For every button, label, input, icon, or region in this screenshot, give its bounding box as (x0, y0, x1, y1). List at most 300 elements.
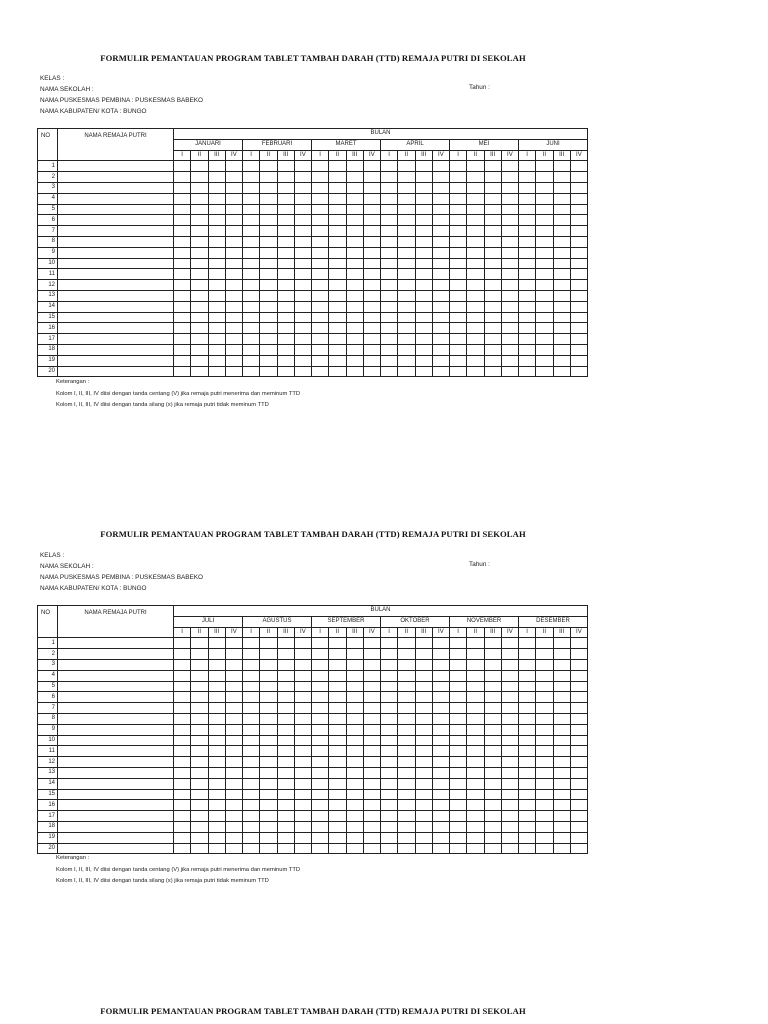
week-check-cell[interactable] (467, 735, 484, 746)
week-check-cell[interactable] (450, 226, 467, 237)
week-check-cell[interactable] (450, 280, 467, 291)
week-check-cell[interactable] (519, 204, 536, 215)
week-check-cell[interactable] (553, 800, 570, 811)
week-check-cell[interactable] (191, 659, 208, 670)
week-check-cell[interactable] (191, 215, 208, 226)
week-check-cell[interactable] (553, 204, 570, 215)
week-check-cell[interactable] (484, 258, 501, 269)
week-check-cell[interactable] (329, 638, 346, 649)
week-check-cell[interactable] (398, 182, 415, 193)
week-check-cell[interactable] (191, 821, 208, 832)
week-check-cell[interactable] (381, 226, 398, 237)
week-check-cell[interactable] (208, 366, 225, 377)
week-check-cell[interactable] (536, 670, 553, 681)
week-check-cell[interactable] (260, 811, 277, 822)
week-check-cell[interactable] (225, 659, 242, 670)
week-check-cell[interactable] (243, 789, 260, 800)
week-check-cell[interactable] (225, 692, 242, 703)
week-check-cell[interactable] (536, 638, 553, 649)
week-check-cell[interactable] (398, 366, 415, 377)
week-check-cell[interactable] (174, 735, 191, 746)
week-check-cell[interactable] (536, 757, 553, 768)
week-check-cell[interactable] (415, 670, 432, 681)
week-check-cell[interactable] (294, 258, 311, 269)
week-check-cell[interactable] (450, 193, 467, 204)
week-check-cell[interactable] (329, 670, 346, 681)
week-check-cell[interactable] (432, 703, 449, 714)
week-check-cell[interactable] (432, 659, 449, 670)
week-check-cell[interactable] (519, 778, 536, 789)
week-check-cell[interactable] (415, 746, 432, 757)
week-check-cell[interactable] (398, 692, 415, 703)
week-check-cell[interactable] (450, 269, 467, 280)
week-check-cell[interactable] (450, 843, 467, 854)
week-check-cell[interactable] (553, 746, 570, 757)
week-check-cell[interactable] (208, 236, 225, 247)
week-check-cell[interactable] (346, 247, 363, 258)
week-check-cell[interactable] (243, 670, 260, 681)
week-check-cell[interactable] (432, 735, 449, 746)
week-check-cell[interactable] (570, 832, 587, 843)
week-check-cell[interactable] (363, 681, 380, 692)
week-check-cell[interactable] (501, 247, 518, 258)
week-check-cell[interactable] (191, 247, 208, 258)
week-check-cell[interactable] (484, 735, 501, 746)
name-cell[interactable] (58, 269, 174, 280)
week-check-cell[interactable] (484, 670, 501, 681)
week-check-cell[interactable] (398, 161, 415, 172)
week-check-cell[interactable] (553, 681, 570, 692)
week-check-cell[interactable] (501, 323, 518, 334)
week-check-cell[interactable] (415, 767, 432, 778)
week-check-cell[interactable] (208, 247, 225, 258)
week-check-cell[interactable] (174, 161, 191, 172)
week-check-cell[interactable] (329, 832, 346, 843)
week-check-cell[interactable] (553, 161, 570, 172)
week-check-cell[interactable] (174, 638, 191, 649)
week-check-cell[interactable] (174, 290, 191, 301)
week-check-cell[interactable] (329, 269, 346, 280)
week-check-cell[interactable] (277, 269, 294, 280)
week-check-cell[interactable] (519, 767, 536, 778)
week-check-cell[interactable] (346, 789, 363, 800)
week-check-cell[interactable] (329, 344, 346, 355)
week-check-cell[interactable] (346, 312, 363, 323)
week-check-cell[interactable] (208, 735, 225, 746)
week-check-cell[interactable] (208, 355, 225, 366)
week-check-cell[interactable] (570, 713, 587, 724)
week-check-cell[interactable] (260, 193, 277, 204)
week-check-cell[interactable] (381, 269, 398, 280)
week-check-cell[interactable] (191, 280, 208, 291)
week-check-cell[interactable] (208, 692, 225, 703)
week-check-cell[interactable] (363, 172, 380, 183)
name-cell[interactable] (58, 713, 174, 724)
week-check-cell[interactable] (225, 638, 242, 649)
week-check-cell[interactable] (553, 659, 570, 670)
week-check-cell[interactable] (381, 767, 398, 778)
week-check-cell[interactable] (484, 226, 501, 237)
week-check-cell[interactable] (398, 724, 415, 735)
week-check-cell[interactable] (519, 811, 536, 822)
week-check-cell[interactable] (174, 204, 191, 215)
week-check-cell[interactable] (432, 323, 449, 334)
week-check-cell[interactable] (174, 334, 191, 345)
week-check-cell[interactable] (432, 290, 449, 301)
week-check-cell[interactable] (501, 280, 518, 291)
week-check-cell[interactable] (415, 355, 432, 366)
week-check-cell[interactable] (570, 323, 587, 334)
week-check-cell[interactable] (381, 800, 398, 811)
week-check-cell[interactable] (553, 366, 570, 377)
week-check-cell[interactable] (312, 204, 329, 215)
week-check-cell[interactable] (243, 258, 260, 269)
week-check-cell[interactable] (225, 269, 242, 280)
week-check-cell[interactable] (363, 767, 380, 778)
week-check-cell[interactable] (570, 290, 587, 301)
week-check-cell[interactable] (346, 778, 363, 789)
week-check-cell[interactable] (174, 323, 191, 334)
week-check-cell[interactable] (519, 670, 536, 681)
week-check-cell[interactable] (450, 236, 467, 247)
week-check-cell[interactable] (467, 193, 484, 204)
week-check-cell[interactable] (260, 290, 277, 301)
week-check-cell[interactable] (501, 821, 518, 832)
week-check-cell[interactable] (381, 204, 398, 215)
week-check-cell[interactable] (277, 659, 294, 670)
week-check-cell[interactable] (174, 312, 191, 323)
week-check-cell[interactable] (243, 236, 260, 247)
week-check-cell[interactable] (243, 366, 260, 377)
week-check-cell[interactable] (294, 811, 311, 822)
week-check-cell[interactable] (243, 323, 260, 334)
name-cell[interactable] (58, 821, 174, 832)
week-check-cell[interactable] (208, 746, 225, 757)
week-check-cell[interactable] (467, 789, 484, 800)
week-check-cell[interactable] (363, 215, 380, 226)
week-check-cell[interactable] (570, 778, 587, 789)
week-check-cell[interactable] (260, 344, 277, 355)
week-check-cell[interactable] (484, 161, 501, 172)
week-check-cell[interactable] (553, 724, 570, 735)
week-check-cell[interactable] (277, 821, 294, 832)
week-check-cell[interactable] (294, 236, 311, 247)
week-check-cell[interactable] (208, 757, 225, 768)
week-check-cell[interactable] (450, 323, 467, 334)
week-check-cell[interactable] (243, 638, 260, 649)
week-check-cell[interactable] (191, 355, 208, 366)
week-check-cell[interactable] (312, 344, 329, 355)
week-check-cell[interactable] (225, 703, 242, 714)
week-check-cell[interactable] (467, 280, 484, 291)
week-check-cell[interactable] (450, 692, 467, 703)
week-check-cell[interactable] (536, 344, 553, 355)
week-check-cell[interactable] (381, 713, 398, 724)
week-check-cell[interactable] (467, 344, 484, 355)
name-cell[interactable] (58, 258, 174, 269)
week-check-cell[interactable] (208, 226, 225, 237)
week-check-cell[interactable] (312, 355, 329, 366)
week-check-cell[interactable] (398, 767, 415, 778)
week-check-cell[interactable] (312, 280, 329, 291)
week-check-cell[interactable] (243, 334, 260, 345)
week-check-cell[interactable] (381, 821, 398, 832)
week-check-cell[interactable] (415, 638, 432, 649)
week-check-cell[interactable] (260, 767, 277, 778)
week-check-cell[interactable] (225, 681, 242, 692)
week-check-cell[interactable] (398, 204, 415, 215)
week-check-cell[interactable] (432, 789, 449, 800)
week-check-cell[interactable] (501, 778, 518, 789)
week-check-cell[interactable] (467, 204, 484, 215)
week-check-cell[interactable] (553, 649, 570, 660)
week-check-cell[interactable] (277, 832, 294, 843)
week-check-cell[interactable] (381, 757, 398, 768)
week-check-cell[interactable] (501, 204, 518, 215)
week-check-cell[interactable] (225, 670, 242, 681)
week-check-cell[interactable] (225, 193, 242, 204)
week-check-cell[interactable] (260, 182, 277, 193)
week-check-cell[interactable] (294, 821, 311, 832)
week-check-cell[interactable] (467, 746, 484, 757)
week-check-cell[interactable] (501, 800, 518, 811)
week-check-cell[interactable] (501, 746, 518, 757)
week-check-cell[interactable] (398, 735, 415, 746)
week-check-cell[interactable] (191, 638, 208, 649)
week-check-cell[interactable] (363, 366, 380, 377)
week-check-cell[interactable] (294, 638, 311, 649)
week-check-cell[interactable] (467, 821, 484, 832)
week-check-cell[interactable] (381, 811, 398, 822)
week-check-cell[interactable] (243, 344, 260, 355)
week-check-cell[interactable] (225, 767, 242, 778)
week-check-cell[interactable] (381, 258, 398, 269)
week-check-cell[interactable] (553, 334, 570, 345)
week-check-cell[interactable] (501, 638, 518, 649)
week-check-cell[interactable] (294, 757, 311, 768)
week-check-cell[interactable] (432, 226, 449, 237)
week-check-cell[interactable] (519, 215, 536, 226)
week-check-cell[interactable] (415, 789, 432, 800)
week-check-cell[interactable] (208, 724, 225, 735)
week-check-cell[interactable] (243, 161, 260, 172)
week-check-cell[interactable] (243, 800, 260, 811)
week-check-cell[interactable] (415, 692, 432, 703)
week-check-cell[interactable] (329, 811, 346, 822)
week-check-cell[interactable] (501, 258, 518, 269)
week-check-cell[interactable] (570, 670, 587, 681)
week-check-cell[interactable] (346, 800, 363, 811)
week-check-cell[interactable] (415, 649, 432, 660)
week-check-cell[interactable] (450, 312, 467, 323)
week-check-cell[interactable] (243, 204, 260, 215)
week-check-cell[interactable] (329, 247, 346, 258)
week-check-cell[interactable] (243, 355, 260, 366)
week-check-cell[interactable] (329, 659, 346, 670)
week-check-cell[interactable] (294, 215, 311, 226)
week-check-cell[interactable] (381, 323, 398, 334)
week-check-cell[interactable] (312, 789, 329, 800)
week-check-cell[interactable] (536, 280, 553, 291)
week-check-cell[interactable] (467, 215, 484, 226)
week-check-cell[interactable] (225, 280, 242, 291)
week-check-cell[interactable] (501, 757, 518, 768)
week-check-cell[interactable] (277, 366, 294, 377)
week-check-cell[interactable] (381, 193, 398, 204)
name-cell[interactable] (58, 659, 174, 670)
week-check-cell[interactable] (191, 681, 208, 692)
week-check-cell[interactable] (329, 323, 346, 334)
week-check-cell[interactable] (191, 735, 208, 746)
week-check-cell[interactable] (519, 681, 536, 692)
week-check-cell[interactable] (294, 193, 311, 204)
week-check-cell[interactable] (381, 312, 398, 323)
week-check-cell[interactable] (294, 226, 311, 237)
name-cell[interactable] (58, 649, 174, 660)
week-check-cell[interactable] (432, 236, 449, 247)
week-check-cell[interactable] (484, 355, 501, 366)
week-check-cell[interactable] (225, 821, 242, 832)
week-check-cell[interactable] (312, 193, 329, 204)
name-cell[interactable] (58, 735, 174, 746)
week-check-cell[interactable] (243, 735, 260, 746)
week-check-cell[interactable] (174, 258, 191, 269)
week-check-cell[interactable] (260, 681, 277, 692)
week-check-cell[interactable] (329, 649, 346, 660)
week-check-cell[interactable] (398, 355, 415, 366)
week-check-cell[interactable] (432, 204, 449, 215)
week-check-cell[interactable] (432, 778, 449, 789)
week-check-cell[interactable] (329, 290, 346, 301)
week-check-cell[interactable] (415, 659, 432, 670)
week-check-cell[interactable] (260, 649, 277, 660)
week-check-cell[interactable] (363, 811, 380, 822)
week-check-cell[interactable] (277, 226, 294, 237)
week-check-cell[interactable] (570, 236, 587, 247)
week-check-cell[interactable] (484, 767, 501, 778)
week-check-cell[interactable] (208, 344, 225, 355)
week-check-cell[interactable] (277, 692, 294, 703)
week-check-cell[interactable] (208, 832, 225, 843)
week-check-cell[interactable] (346, 355, 363, 366)
week-check-cell[interactable] (519, 182, 536, 193)
week-check-cell[interactable] (260, 659, 277, 670)
week-check-cell[interactable] (329, 280, 346, 291)
week-check-cell[interactable] (432, 692, 449, 703)
week-check-cell[interactable] (501, 843, 518, 854)
week-check-cell[interactable] (415, 713, 432, 724)
week-check-cell[interactable] (260, 757, 277, 768)
week-check-cell[interactable] (243, 290, 260, 301)
week-check-cell[interactable] (519, 692, 536, 703)
name-cell[interactable] (58, 724, 174, 735)
week-check-cell[interactable] (174, 800, 191, 811)
week-check-cell[interactable] (329, 161, 346, 172)
week-check-cell[interactable] (467, 778, 484, 789)
week-check-cell[interactable] (277, 778, 294, 789)
week-check-cell[interactable] (277, 344, 294, 355)
week-check-cell[interactable] (570, 269, 587, 280)
week-check-cell[interactable] (432, 767, 449, 778)
week-check-cell[interactable] (484, 204, 501, 215)
week-check-cell[interactable] (329, 757, 346, 768)
week-check-cell[interactable] (260, 821, 277, 832)
week-check-cell[interactable] (346, 832, 363, 843)
week-check-cell[interactable] (450, 800, 467, 811)
week-check-cell[interactable] (260, 713, 277, 724)
week-check-cell[interactable] (381, 247, 398, 258)
week-check-cell[interactable] (243, 659, 260, 670)
week-check-cell[interactable] (398, 280, 415, 291)
week-check-cell[interactable] (294, 312, 311, 323)
week-check-cell[interactable] (329, 703, 346, 714)
week-check-cell[interactable] (519, 323, 536, 334)
week-check-cell[interactable] (346, 821, 363, 832)
week-check-cell[interactable] (312, 323, 329, 334)
week-check-cell[interactable] (450, 344, 467, 355)
week-check-cell[interactable] (208, 182, 225, 193)
week-check-cell[interactable] (467, 334, 484, 345)
week-check-cell[interactable] (536, 366, 553, 377)
week-check-cell[interactable] (381, 692, 398, 703)
week-check-cell[interactable] (225, 344, 242, 355)
week-check-cell[interactable] (208, 767, 225, 778)
week-check-cell[interactable] (398, 638, 415, 649)
week-check-cell[interactable] (467, 681, 484, 692)
week-check-cell[interactable] (484, 692, 501, 703)
week-check-cell[interactable] (450, 735, 467, 746)
week-check-cell[interactable] (381, 638, 398, 649)
week-check-cell[interactable] (225, 724, 242, 735)
week-check-cell[interactable] (363, 161, 380, 172)
week-check-cell[interactable] (260, 800, 277, 811)
week-check-cell[interactable] (432, 312, 449, 323)
week-check-cell[interactable] (294, 269, 311, 280)
week-check-cell[interactable] (243, 226, 260, 237)
week-check-cell[interactable] (519, 334, 536, 345)
week-check-cell[interactable] (450, 649, 467, 660)
name-cell[interactable] (58, 746, 174, 757)
week-check-cell[interactable] (519, 312, 536, 323)
week-check-cell[interactable] (191, 724, 208, 735)
week-check-cell[interactable] (312, 638, 329, 649)
week-check-cell[interactable] (277, 638, 294, 649)
week-check-cell[interactable] (570, 724, 587, 735)
name-cell[interactable] (58, 172, 174, 183)
week-check-cell[interactable] (536, 724, 553, 735)
week-check-cell[interactable] (432, 649, 449, 660)
week-check-cell[interactable] (191, 746, 208, 757)
week-check-cell[interactable] (398, 800, 415, 811)
week-check-cell[interactable] (243, 215, 260, 226)
week-check-cell[interactable] (415, 312, 432, 323)
week-check-cell[interactable] (398, 649, 415, 660)
week-check-cell[interactable] (225, 215, 242, 226)
week-check-cell[interactable] (243, 312, 260, 323)
week-check-cell[interactable] (363, 247, 380, 258)
week-check-cell[interactable] (329, 182, 346, 193)
week-check-cell[interactable] (191, 789, 208, 800)
week-check-cell[interactable] (174, 789, 191, 800)
week-check-cell[interactable] (346, 746, 363, 757)
week-check-cell[interactable] (277, 215, 294, 226)
week-check-cell[interactable] (208, 323, 225, 334)
week-check-cell[interactable] (467, 724, 484, 735)
name-cell[interactable] (58, 215, 174, 226)
week-check-cell[interactable] (484, 301, 501, 312)
name-cell[interactable] (58, 247, 174, 258)
week-check-cell[interactable] (553, 312, 570, 323)
